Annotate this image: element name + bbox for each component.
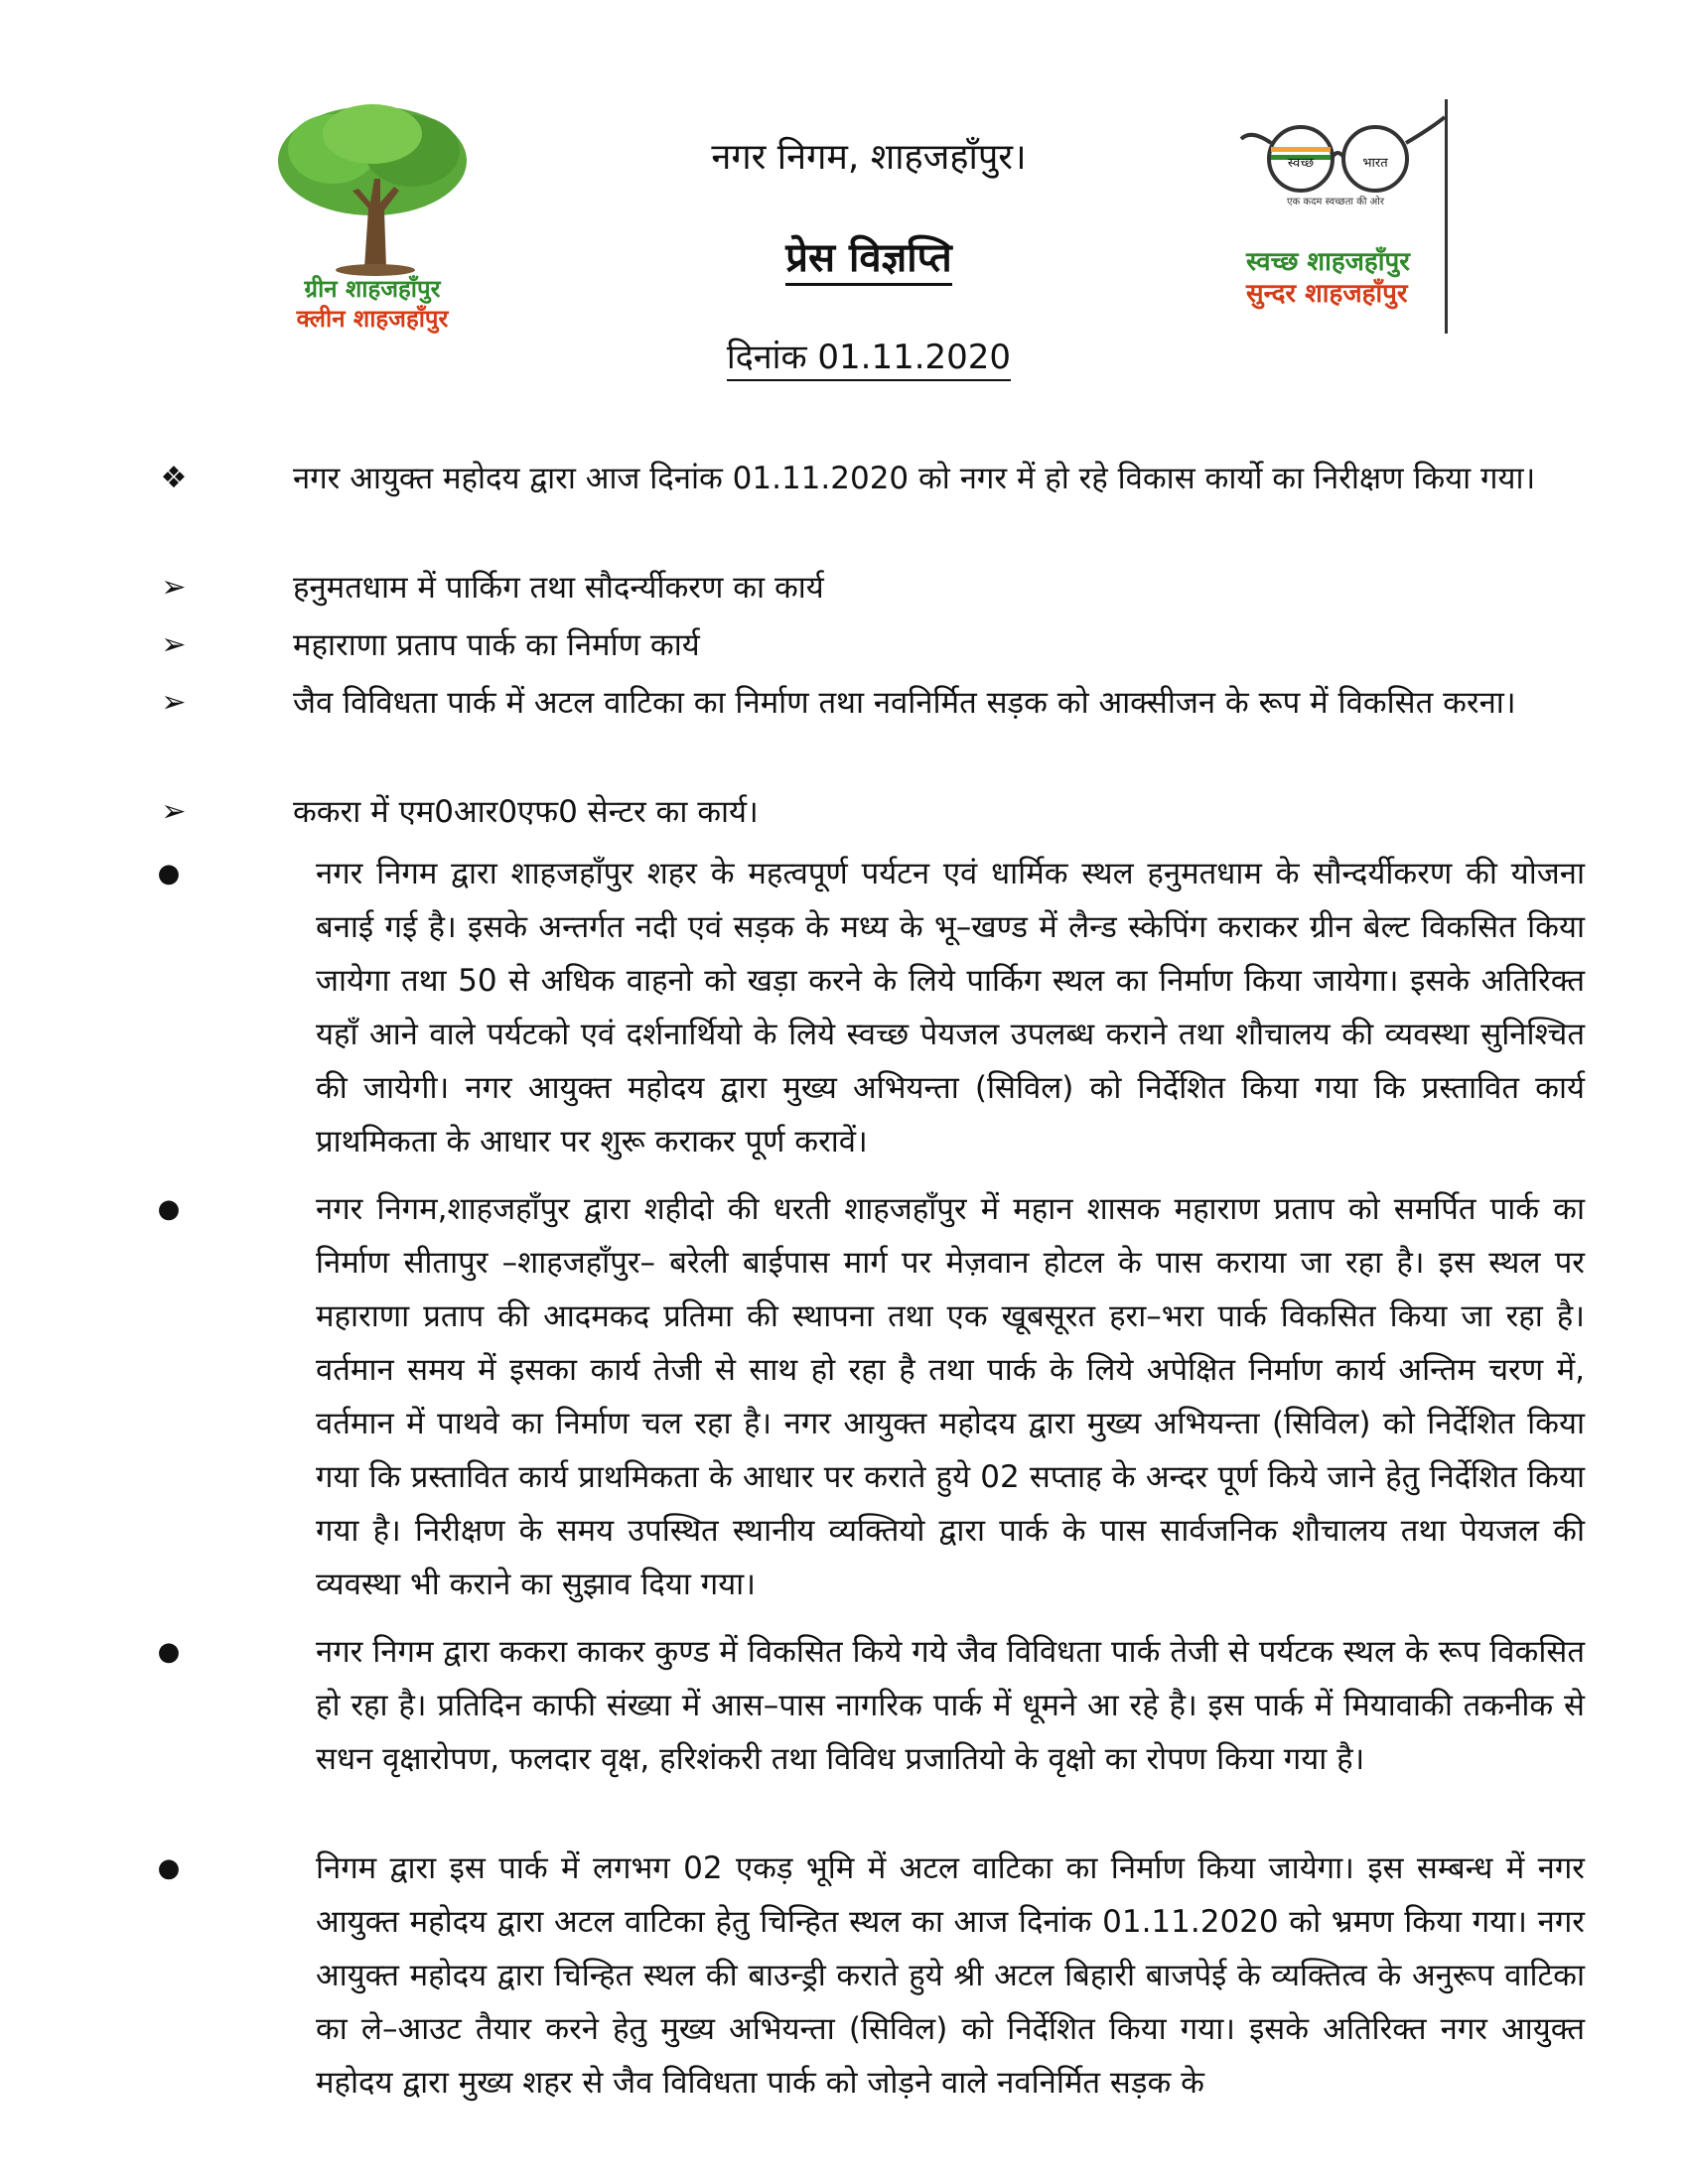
arrow-bullet-icon: ➢ [161, 794, 187, 829]
dot-bullet-icon: ● [157, 1194, 181, 1224]
item-text: हनुमतधाम में पार्किग तथा सौदर्न्यीकरण का कार्य [293, 570, 824, 606]
glasses-left-text: स्वच्छ [1287, 156, 1315, 171]
dot-bullet-icon: ● [157, 1637, 181, 1667]
vertical-divider [1445, 99, 1448, 334]
diamond-bullet-icon: ❖ [160, 461, 188, 495]
item-text: नगर निगम द्वारा शाहजहाँपुर शहर के महत्वपूर्ण पर्यटन एवं धार्मिक स्थल हनुमतधाम के सौन्दर्यीकरण की योजना बनाई गई है। इसके अन्तर्गत नदी एवं सड़क के मध्य के भू–खण्ड में लैन्ड स्केपिंग कराकर ग्रीन बेल्ट विकसित किया जायेगा तथा 50 से अधिक वाहनो को खड़ा करने के लिये पार्किग स्थल का निर्माण किया जायेगा। इसके अतिरिक्त यहाँ आने वाले पर्यटको एवं दर्शनार्थियो के लिये स्वच्छ पेयजल उपलब्ध कराने तथा शौचालय की व्यवस्था सुनिश्चित की जायेगी। नगर आयुक्त महोदय द्वारा मुख्य अभियन्ता (सिविल) को निर्देशित किया गया कि प्रस्तावित कार्य प्राथमिकता के आधार पर शुरू कराकर पूर्ण करावें। [316, 856, 1585, 1160]
tree-icon [253, 99, 492, 278]
date-line [596, 333, 1142, 378]
glasses-right-text: भारत [1362, 156, 1388, 171]
item-text: नगर आयुक्त महोदय द्वारा आज दिनांक 01.11.2020 को नगर में हो रहे विकास कार्यो का निरीक्षण किया गया। [293, 461, 1536, 496]
dot-bullet-icon: ● [157, 1853, 181, 1883]
press-heading-text: प्रेस विज्ञप्ति [785, 235, 951, 286]
item-text: ककरा में एम0आर0एफ0 सेन्टर का कार्य। [293, 794, 759, 830]
item-text: नगर निगम,शाहजहाँपुर द्वारा शहीदो की धरती शाहजहाँपुर में महान शासक महाराण प्रताप को समर्पित पार्क का निर्माण सीतापुर –शाहजहाँपुर– बरेली बाईपास मार्ग पर मेज़वान होटल के पास कराया जा रहा है। इस स्थल पर महाराणा प्रताप की आदमकद प्रतिमा की स्थापना तथा एक खूबसूरत हरा–भरा पार्क विकसित किया जा रहा है। वर्तमान समय में इसका कार्य तेजी से साथ हो रहा है तथा पार्क के लिये अपेक्षित निर्माण कार्य अन्तिम चरण में, वर्तमान में पाथवे का निर्माण चल रहा है। नगर आयुक्त महोदय द्वारा मुख्य अभियन्ता (सिविल) को निर्देशित किया गया कि प्रस्तावित कार्य प्राथमिकता के आधार पर कराते हुये 02 सप्ताह के अन्दर पूर्ण किये जाने हेतु निर्देशित किया गया है। निरीक्षण के समय उपस्थित स्थानीय व्यक्तियो द्वारा पार्क के पास सार्वजनिक शौचालय तथा पेयजल की व्यवस्था भी कराने का सुझाव दिया गया। [316, 1191, 1585, 1602]
swachh-tagline: एक कदम स्वच्छता की ओर [1287, 197, 1384, 207]
logo-left-line2: क्लीन शाहजहाँपुर [296, 305, 449, 333]
page-title: नगर निगम, शाहजहाँपुर। [711, 137, 1027, 178]
item-text: महाराणा प्रताप पार्क का निर्माण कार्य [293, 627, 700, 663]
arrow-bullet-icon: ➢ [161, 685, 187, 720]
item-text: नगर निगम द्वारा ककरा काकर कुण्ड में विकसित किये गये जैव विविधता पार्क तेजी से पर्यटक स्थल के रूप विकसित हो रहा है। प्रतिदिन काफी संख्या में आस–पास नागरिक पार्क में धूमने आ रहे है। इस पार्क में मियावाकी तकनीक से सधन वृक्षारोपण, फलदार वृक्ष, हरिशंकरी तथा विविध प्रजातियो के वृक्षो का रोपण किया गया है। [316, 1634, 1585, 1777]
dot-bullet-icon: ● [157, 859, 181, 888]
item-text: निगम द्वारा इस पार्क में लगभग 02 एकड़ भूमि में अटल वाटिका का निर्माण किया जायेगा। इस सम्बन्ध में नगर आयुक्त महोदय द्वारा अटल वाटिका हेतु चिन्हित स्थल का आज दिनांक 01.11.2020 को भ्रमण किया गया। नगर आयुक्त महोदय द्वारा चिन्हित स्थल की बाउन्ड्री कराते हुये श्री अटल बिहारी बाजपेई के व्यक्तित्व के अनुरूप वाटिका का ले–आउट तैयार करने हेतु मुख्य अभियन्ता (सिविल) को निर्देशित किया गया। इसके अतिरिक्त नगर आयुक्त महोदय द्वारा मुख्य शहर से जैव विविधता पार्क को जोड़ने वाले नवनिर्मित सड़क के [316, 1850, 1585, 2101]
date-text: दिनांक 01.11.2020 [727, 338, 1011, 381]
glasses-icon [1231, 99, 1470, 199]
logo-right-line2: सुन्दर शाहजहाँपुर [1246, 279, 1408, 309]
arrow-bullet-icon: ➢ [161, 627, 187, 662]
swachh-bharat-logo [1231, 99, 1470, 338]
arrow-bullet-icon: ➢ [161, 570, 187, 605]
logo-left-line1: ग्रीन शाहजहाँपुर [304, 275, 441, 303]
green-shahjahanpur-logo [253, 99, 492, 338]
header [0, 0, 1688, 397]
logo-right-line1: स्वच्छ शाहजहाँपुर [1246, 247, 1410, 277]
item-text: जैव विविधता पार्क में अटल वाटिका का निर्माण तथा नवनिर्मित सड़क को आक्सीजन के रूप में विकसित करना। [293, 685, 1516, 721]
press-heading [596, 228, 1142, 283]
